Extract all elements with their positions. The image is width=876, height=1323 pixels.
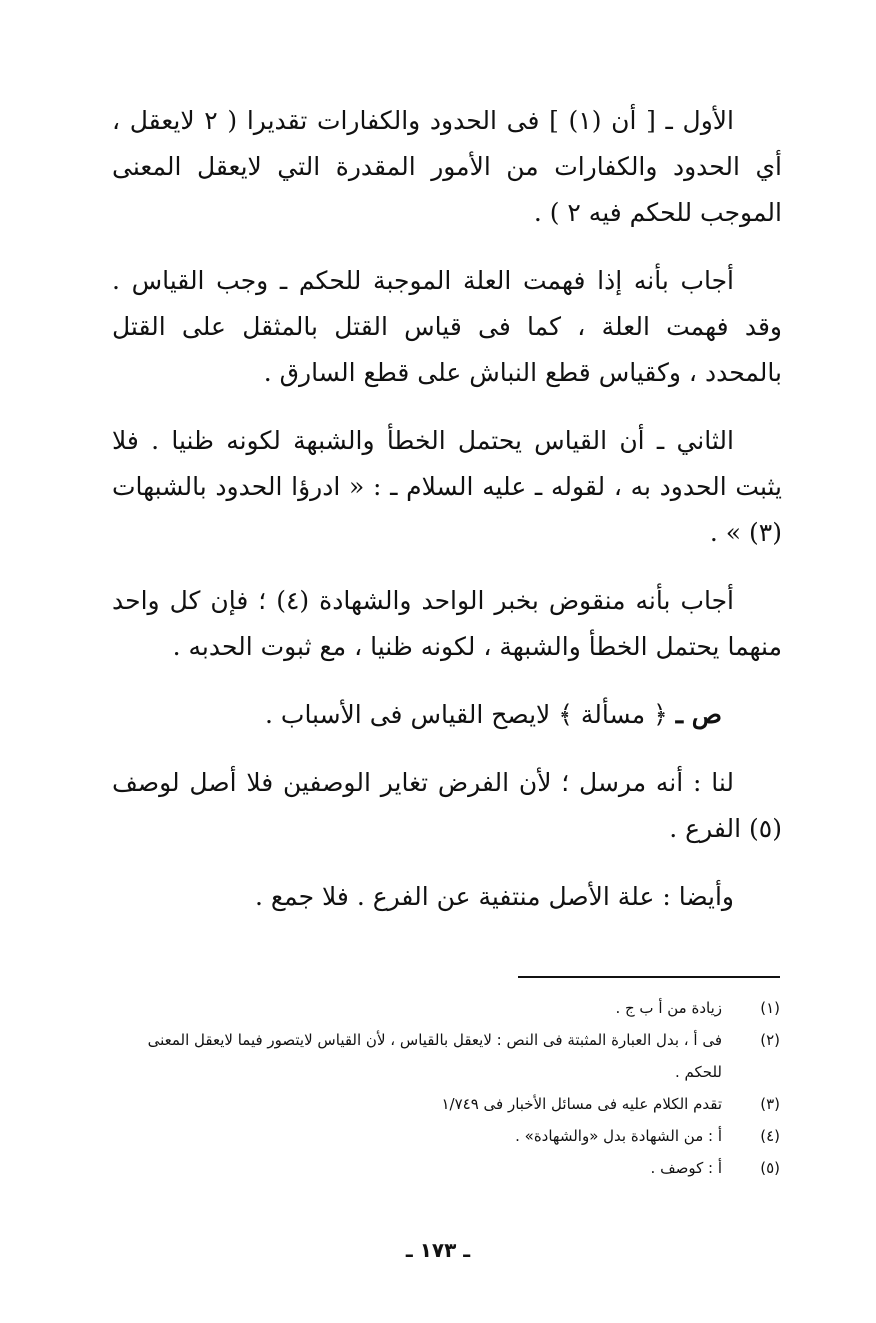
- footnote-text: فى أ ، بدل العبارة المثبتة فى النص : لايعقل بالقياس ، لأن القياس لايتصور فيما لايعقل المعنى للحكم .: [147, 1031, 722, 1081]
- page-number: ـ ١٧٣ ـ: [405, 1238, 471, 1262]
- paragraph-1: الأول ـ [ أن (١) ] فى الحدود والكفارات تقديرا ( ٢ لايعقل ، أي الحدود والكفارات من الأمور المقدرة التي لايعقل المعنى الموجب للحكم فيه ٢ ) .: [112, 106, 782, 227]
- footnote-5: [112, 1152, 782, 1184]
- footnote-number: (٢): [760, 1031, 780, 1049]
- footnote-2: [112, 1024, 782, 1088]
- paragraph-3: الثاني ـ أن القياس يحتمل الخطأ والشبهة لكونه ظنيا . فلا يثبت الحدود به ، لقوله ـ عليه السلام ـ : « ادرؤا الحدود بالشبهات (٣) » .: [112, 426, 782, 547]
- footnote-number: (٤): [760, 1127, 780, 1145]
- paragraph-2: أجاب بأنه إذا فهمت العلة الموجبة للحكم ـ وجب القياس . وقد فهمت العلة ، كما فى قياس القتل بالمثقل على القتل بالمحدد ، وكقياس قطع النباش على قطع السارق .: [112, 266, 782, 387]
- section-heading: [112, 692, 782, 738]
- main-text: [112, 98, 782, 942]
- heading-text: ﴿ مسألة ﴾ لايصح القياس فى الأسباب .: [265, 700, 668, 729]
- footnote-number: (١): [760, 999, 780, 1017]
- footnotes: [112, 992, 782, 1184]
- footnote-text: أ : من الشهادة بدل «والشهادة» .: [515, 1127, 722, 1145]
- footnote-3: [112, 1088, 782, 1120]
- footnote-text: تقدم الكلام عليه فى مسائل الأخبار فى ١/٧٤٩: [441, 1095, 722, 1113]
- footnote-4: [112, 1120, 782, 1152]
- paragraph-5: لنا : أنه مرسل ؛ لأن الفرض تغاير الوصفين فلا أصل لوصف (٥) الفرع .: [112, 768, 782, 843]
- footnote-number: (٥): [760, 1159, 780, 1177]
- footnote-divider: [518, 976, 780, 978]
- footnote-number: (٣): [760, 1095, 780, 1113]
- heading-prefix: ص ـ: [675, 700, 722, 729]
- paragraph-6: وأيضا : علة الأصل منتفية عن الفرع . فلا جمع .: [254, 882, 734, 911]
- footnote-1: [112, 992, 782, 1024]
- footnote-text: زيادة من أ ب ج .: [615, 999, 722, 1017]
- paragraph-4: أجاب بأنه منقوض بخبر الواحد والشهادة (٤) ؛ فإن كل واحد منهما يحتمل الخطأ والشبهة ، لكونه ظنيا ، مع ثبوت الحدبه .: [112, 586, 782, 661]
- footnote-text: أ : كوصف .: [650, 1159, 722, 1177]
